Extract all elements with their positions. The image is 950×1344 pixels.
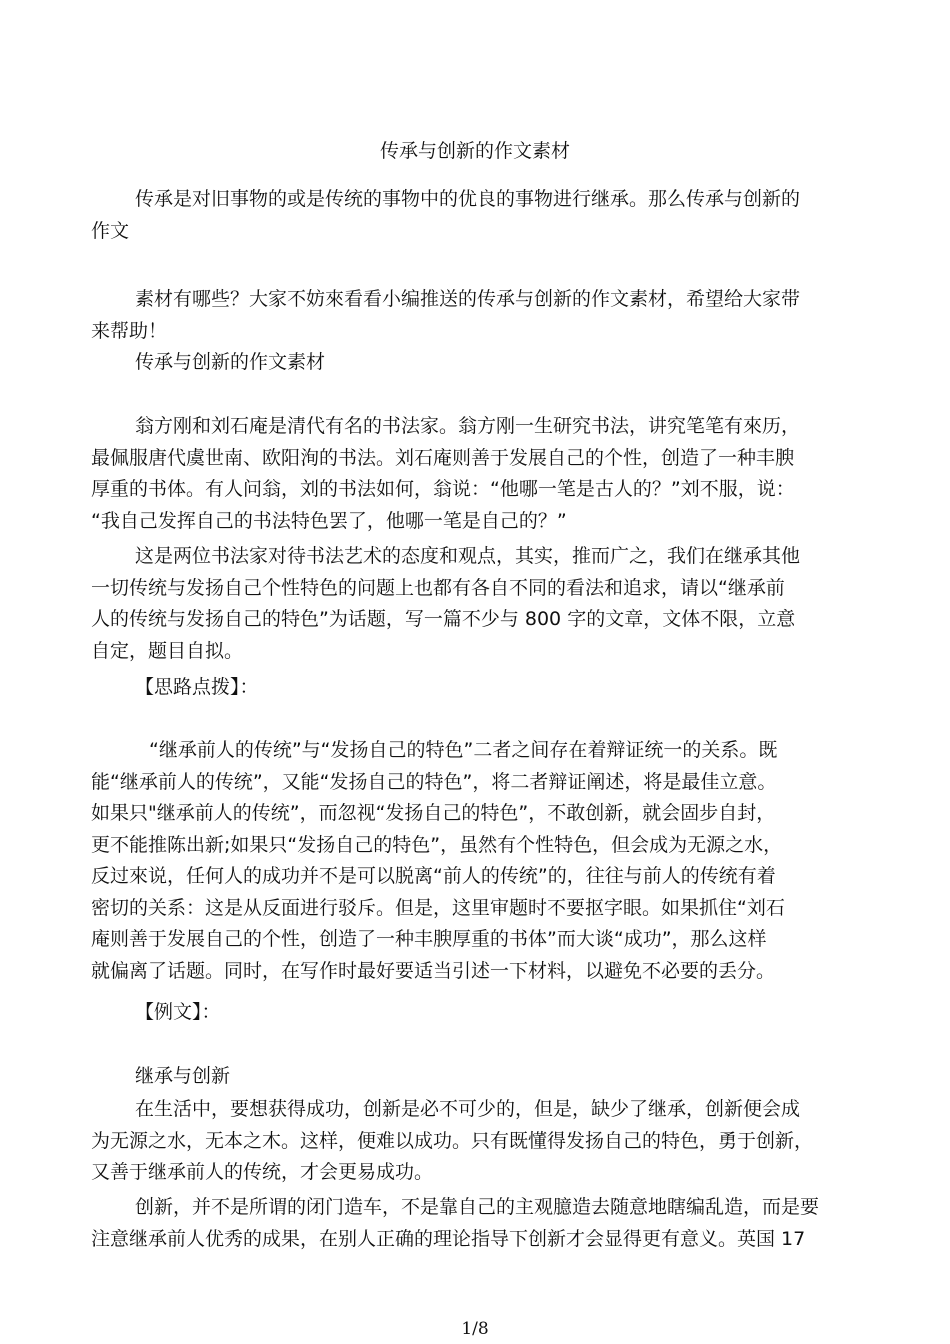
essay-paragraph-1 (91, 1094, 881, 1189)
text-line: “我自己发挥自己的书法特色罢了，他哪一笔是自己的？” (91, 509, 567, 532)
text-line: 一切传统与发扬自己个性特色的问题上也都有各自不同的看法和追求，请以“继承前 (91, 576, 785, 599)
text-line: 人的传统与发扬自己的特色”为话题，写一篇不少与 800 字的文章，文体不限，立意 (91, 608, 796, 630)
text-line: 在生活中，要想获得成功，创新是必不可少的，但是，缺少了继承，创新便会成 (135, 1098, 801, 1120)
text-line: 自定，题目自拟。 (91, 639, 244, 662)
analysis-paragraph (91, 735, 881, 987)
text-line: 创新，并不是所谓的闭门造车，不是靠自己的主观臆造去随意地瞎编乱造，而是要 (135, 1196, 820, 1218)
text-line: 如果只"继承前人的传统”，而忽视“发扬自己的特色”，不敢创新，就会固步自封， (91, 802, 776, 824)
text-line: 更不能推陈出新;如果只“发扬自己的特色”，虽然有个性特色，但会成为无源之水， (91, 833, 783, 856)
intro-paragraph (91, 184, 881, 247)
text-line: 最佩服唐代虞世南、欧阳洵的书法。刘石庵则善于发展自己的个性，创造了一种丰腴 (91, 446, 795, 469)
text-line: 厚重的书体。有人问翁，刘的书法如何，翁说：“他哪一笔是古人的？”刘不服，说： (91, 478, 795, 500)
text-line: 庵则善于发展自己的个性，创造了一种丰腴厚重的书体”而大谈“成功”，那么这样 (91, 928, 767, 950)
text-line: 反过來说，任何人的成功并不是可以脱离“前人的传统”的，往往与前人的传统有着 (91, 865, 776, 887)
essay-title: 继承与创新 (135, 1065, 231, 1087)
text-line: 翁方刚和刘石庵是清代有名的书法家。翁方刚一生研究书法，讲究笔笔有來历， (135, 415, 801, 437)
text-line: 就偏离了话题。同时，在写作时最好要适当引述一下材料，以避免不必要的丢分。 (91, 959, 776, 982)
text-line: 这是两位书法家对待书法艺术的态度和观点，其实，推而广之，我们在继承其他 (135, 545, 801, 567)
example-heading: 【例文】： (135, 1001, 221, 1023)
text-line: 为无源之水，无本之木。这样，便难以成功。只有既懂得发扬自己的特色，勇于创新， (91, 1129, 814, 1152)
page-number: 1/8 (461, 1319, 489, 1339)
hint-heading: 【思路点拨】： (135, 676, 259, 698)
document-title: 传承与创新的作文素材 (379, 140, 570, 162)
prompt-paragraph (91, 541, 881, 667)
intro-continuation-paragraph (91, 284, 881, 347)
text-line: 作文 (91, 219, 130, 242)
text-line: 又善于继承前人的传统，才会更易成功。 (91, 1161, 434, 1183)
text-line: 能“继承前人的传统”，又能“发扬自己的特色”，将二者辩证阐述，将是最佳立意。 (91, 770, 777, 793)
subtitle: 传承与创新的作文素材 (135, 351, 326, 373)
essay-paragraph-2 (91, 1192, 881, 1255)
text-line: 素材有哪些？大家不妨來看看小编推送的传承与创新的作文素材，希望给大家带 (135, 288, 801, 310)
text-line: 密切的关系：这是从反面进行驳斥。但是，这里审题时不要抠字眼。如果抓住“刘石 (91, 896, 785, 919)
text-line: 注意继承前人优秀的成果，在别人正确的理论指导下创新才会显得更有意义。英国 17 (91, 1227, 806, 1250)
text-line: “继承前人的传统”与“发扬自己的特色”二者之间存在着辩证统一的关系。既 (149, 739, 778, 761)
story-paragraph (91, 411, 881, 537)
text-line: 来帮助！ (91, 319, 168, 342)
text-line: 传承是对旧事物的或是传统的事物中的优良的事物进行继承。那么传承与创新的 (135, 188, 801, 210)
